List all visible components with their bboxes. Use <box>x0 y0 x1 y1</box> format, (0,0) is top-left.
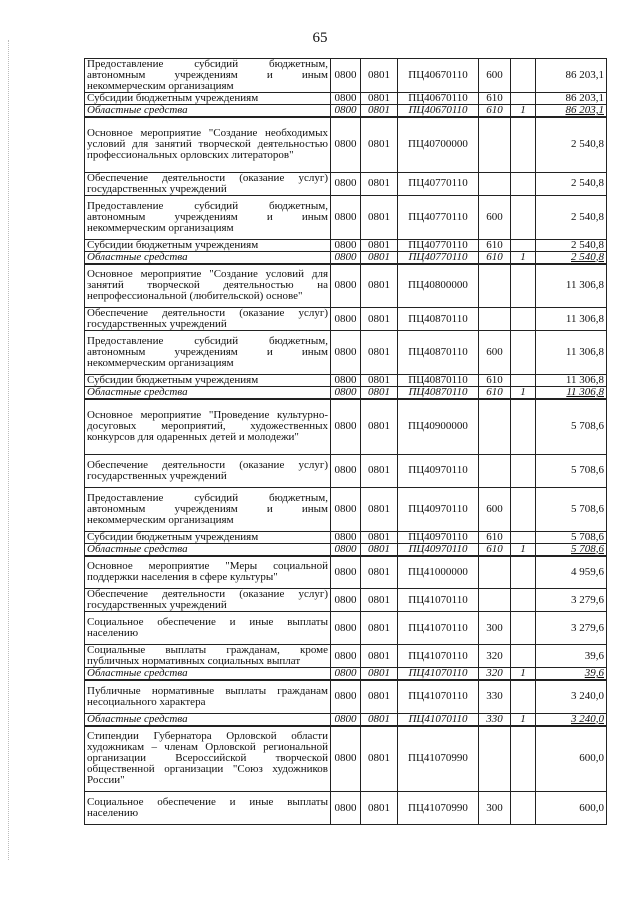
section-code-cell: 0800 <box>331 387 361 400</box>
amount-cell: 11 306,8 <box>536 308 607 331</box>
row-name-cell: Основное мероприятие "Создание необходимых условий для занятий творческой деятельностью профессиональных орловских литераторов" <box>85 117 331 172</box>
amount-cell: 2 540,8 <box>536 251 607 264</box>
funding-source-cell: 1 <box>511 713 536 726</box>
amount-cell: 2 540,8 <box>536 239 607 251</box>
amount-cell: 3 240,0 <box>536 680 607 713</box>
amount-cell: 86 203,1 <box>536 93 607 105</box>
margin-guide-line <box>8 40 9 860</box>
expense-type-cell <box>479 172 511 195</box>
target-article-cell: ПЦ41070990 <box>398 726 479 792</box>
funding-source-cell <box>511 59 536 93</box>
expense-type-cell <box>479 726 511 792</box>
expense-type-cell <box>479 264 511 308</box>
funding-source-cell <box>511 792 536 825</box>
funding-source-cell <box>511 726 536 792</box>
target-article-cell: ПЦ41070990 <box>398 792 479 825</box>
row-name-cell: Обеспечение деятельности (оказание услуг) государственных учреждений <box>85 308 331 331</box>
table-row <box>85 172 607 195</box>
funding-source-cell <box>511 487 536 531</box>
subsection-code-cell: 0801 <box>361 264 398 308</box>
amount-cell: 86 203,1 <box>536 105 607 118</box>
row-name-cell: Областные средства <box>85 543 331 556</box>
section-code-cell: 0800 <box>331 713 361 726</box>
target-article-cell: ПЦ41070110 <box>398 645 479 668</box>
target-article-cell: ПЦ40770110 <box>398 239 479 251</box>
table-row <box>85 308 607 331</box>
row-name-cell: Предоставление субсидий бюджетным, автономным учреждениям и иным некоммерческим организациям <box>85 331 331 375</box>
amount-cell: 39,6 <box>536 668 607 681</box>
amount-cell: 5 708,6 <box>536 531 607 543</box>
amount-cell: 600,0 <box>536 726 607 792</box>
amount-cell: 3 279,6 <box>536 589 607 612</box>
expense-type-cell: 610 <box>479 239 511 251</box>
funding-source-cell <box>511 375 536 387</box>
expense-type-cell: 610 <box>479 105 511 118</box>
funding-source-cell <box>511 531 536 543</box>
row-name-cell: Социальное обеспечение и иные выплаты населению <box>85 612 331 645</box>
funding-source-cell <box>511 556 536 589</box>
section-code-cell: 0800 <box>331 454 361 487</box>
funding-source-cell <box>511 454 536 487</box>
expense-type-cell: 600 <box>479 195 511 239</box>
expense-type-cell: 610 <box>479 251 511 264</box>
row-name-cell: Областные средства <box>85 105 331 118</box>
subsection-code-cell: 0801 <box>361 117 398 172</box>
row-name-cell: Социальное обеспечение и иные выплаты населению <box>85 792 331 825</box>
target-article-cell: ПЦ40770110 <box>398 172 479 195</box>
row-name-cell: Основное мероприятие "Меры социальной поддержки населения в сфере культуры" <box>85 556 331 589</box>
row-name-cell: Основное мероприятие "Проведение культурно-досуговых мероприятий, художественных конкурсов для одаренных детей и молодежи" <box>85 399 331 454</box>
table-row <box>85 105 607 118</box>
row-name-cell: Основное мероприятие "Создание условий для занятий творческой деятельностью на непрофессиональной (любительской) основе" <box>85 264 331 308</box>
target-article-cell: ПЦ40770110 <box>398 195 479 239</box>
row-name-cell: Предоставление субсидий бюджетным, автономным учреждениям и иным некоммерческим организациям <box>85 195 331 239</box>
row-name-cell: Предоставление субсидий бюджетным, автономным учреждениям и иным некоммерческим организациям <box>85 59 331 93</box>
funding-source-cell <box>511 195 536 239</box>
target-article-cell: ПЦ40870110 <box>398 308 479 331</box>
section-code-cell: 0800 <box>331 589 361 612</box>
target-article-cell: ПЦ40900000 <box>398 399 479 454</box>
section-code-cell: 0800 <box>331 531 361 543</box>
target-article-cell: ПЦ41070110 <box>398 612 479 645</box>
table-row <box>85 487 607 531</box>
target-article-cell: ПЦ41070110 <box>398 713 479 726</box>
target-article-cell: ПЦ40870110 <box>398 387 479 400</box>
subsection-code-cell: 0801 <box>361 487 398 531</box>
amount-cell: 5 708,6 <box>536 487 607 531</box>
amount-cell: 11 306,8 <box>536 375 607 387</box>
budget-table <box>84 58 607 825</box>
expense-type-cell: 600 <box>479 331 511 375</box>
funding-source-cell <box>511 589 536 612</box>
amount-cell: 4 959,6 <box>536 556 607 589</box>
section-code-cell: 0800 <box>331 264 361 308</box>
subsection-code-cell: 0801 <box>361 375 398 387</box>
table-row <box>85 726 607 792</box>
subsection-code-cell: 0801 <box>361 308 398 331</box>
amount-cell: 2 540,8 <box>536 172 607 195</box>
table-row <box>85 792 607 825</box>
table-row <box>85 387 607 400</box>
amount-cell: 3 240,0 <box>536 713 607 726</box>
table-row <box>85 454 607 487</box>
expense-type-cell: 320 <box>479 645 511 668</box>
section-code-cell: 0800 <box>331 399 361 454</box>
expense-type-cell <box>479 556 511 589</box>
section-code-cell: 0800 <box>331 59 361 93</box>
row-name-cell: Областные средства <box>85 668 331 681</box>
section-code-cell: 0800 <box>331 195 361 239</box>
section-code-cell: 0800 <box>331 645 361 668</box>
row-name-cell: Социальные выплаты гражданам, кроме публичных нормативных социальных выплат <box>85 645 331 668</box>
section-code-cell: 0800 <box>331 726 361 792</box>
amount-cell: 86 203,1 <box>536 59 607 93</box>
funding-source-cell <box>511 399 536 454</box>
funding-source-cell <box>511 93 536 105</box>
table-row <box>85 668 607 681</box>
funding-source-cell <box>511 612 536 645</box>
target-article-cell: ПЦ40970110 <box>398 487 479 531</box>
section-code-cell: 0800 <box>331 487 361 531</box>
row-name-cell: Обеспечение деятельности (оказание услуг) государственных учреждений <box>85 589 331 612</box>
row-name-cell: Публичные нормативные выплаты гражданам несоциального характера <box>85 680 331 713</box>
table-row <box>85 331 607 375</box>
section-code-cell: 0800 <box>331 251 361 264</box>
table-row <box>85 264 607 308</box>
table-row <box>85 713 607 726</box>
target-article-cell: ПЦ40870110 <box>398 375 479 387</box>
section-code-cell: 0800 <box>331 239 361 251</box>
funding-source-cell <box>511 645 536 668</box>
target-article-cell: ПЦ40800000 <box>398 264 479 308</box>
table-row <box>85 589 607 612</box>
funding-source-cell <box>511 239 536 251</box>
target-article-cell: ПЦ41000000 <box>398 556 479 589</box>
funding-source-cell: 1 <box>511 105 536 118</box>
funding-source-cell <box>511 264 536 308</box>
row-name-cell: Субсидии бюджетным учреждениям <box>85 531 331 543</box>
subsection-code-cell: 0801 <box>361 387 398 400</box>
amount-cell: 11 306,8 <box>536 387 607 400</box>
target-article-cell: ПЦ40970110 <box>398 531 479 543</box>
section-code-cell: 0800 <box>331 172 361 195</box>
row-name-cell: Областные средства <box>85 713 331 726</box>
expense-type-cell: 600 <box>479 59 511 93</box>
subsection-code-cell: 0801 <box>361 93 398 105</box>
row-name-cell: Субсидии бюджетным учреждениям <box>85 239 331 251</box>
table-row <box>85 59 607 93</box>
funding-source-cell: 1 <box>511 387 536 400</box>
table-row <box>85 251 607 264</box>
expense-type-cell <box>479 589 511 612</box>
section-code-cell: 0800 <box>331 556 361 589</box>
subsection-code-cell: 0801 <box>361 589 398 612</box>
table-row <box>85 93 607 105</box>
table-row <box>85 375 607 387</box>
target-article-cell: ПЦ40870110 <box>398 331 479 375</box>
expense-type-cell: 300 <box>479 612 511 645</box>
section-code-cell: 0800 <box>331 308 361 331</box>
funding-source-cell: 1 <box>511 668 536 681</box>
row-name-cell: Стипендии Губернатора Орловской области художникам – членам Орловской региональной организации Всероссийской творческой общественной организации "Союз художников России" <box>85 726 331 792</box>
expense-type-cell: 610 <box>479 531 511 543</box>
target-article-cell: ПЦ40670110 <box>398 105 479 118</box>
target-article-cell: ПЦ41070110 <box>398 680 479 713</box>
expense-type-cell <box>479 117 511 172</box>
subsection-code-cell: 0801 <box>361 251 398 264</box>
expense-type-cell: 610 <box>479 543 511 556</box>
amount-cell: 5 708,6 <box>536 399 607 454</box>
table-row <box>85 239 607 251</box>
funding-source-cell: 1 <box>511 543 536 556</box>
amount-cell: 39,6 <box>536 645 607 668</box>
table-row <box>85 556 607 589</box>
subsection-code-cell: 0801 <box>361 543 398 556</box>
amount-cell: 5 708,6 <box>536 543 607 556</box>
table-row <box>85 543 607 556</box>
subsection-code-cell: 0801 <box>361 726 398 792</box>
expense-type-cell <box>479 399 511 454</box>
row-name-cell: Субсидии бюджетным учреждениям <box>85 375 331 387</box>
subsection-code-cell: 0801 <box>361 454 398 487</box>
section-code-cell: 0800 <box>331 680 361 713</box>
subsection-code-cell: 0801 <box>361 612 398 645</box>
expense-type-cell <box>479 454 511 487</box>
expense-type-cell: 330 <box>479 680 511 713</box>
funding-source-cell <box>511 680 536 713</box>
subsection-code-cell: 0801 <box>361 556 398 589</box>
funding-source-cell <box>511 308 536 331</box>
table-row <box>85 195 607 239</box>
funding-source-cell <box>511 117 536 172</box>
subsection-code-cell: 0801 <box>361 239 398 251</box>
subsection-code-cell: 0801 <box>361 713 398 726</box>
row-name-cell: Областные средства <box>85 251 331 264</box>
expense-type-cell: 600 <box>479 487 511 531</box>
amount-cell: 11 306,8 <box>536 331 607 375</box>
target-article-cell: ПЦ41070110 <box>398 668 479 681</box>
target-article-cell: ПЦ40700000 <box>398 117 479 172</box>
section-code-cell: 0800 <box>331 331 361 375</box>
expense-type-cell: 320 <box>479 668 511 681</box>
subsection-code-cell: 0801 <box>361 792 398 825</box>
section-code-cell: 0800 <box>331 375 361 387</box>
subsection-code-cell: 0801 <box>361 59 398 93</box>
section-code-cell: 0800 <box>331 93 361 105</box>
subsection-code-cell: 0801 <box>361 645 398 668</box>
funding-source-cell <box>511 172 536 195</box>
section-code-cell: 0800 <box>331 543 361 556</box>
target-article-cell: ПЦ41070110 <box>398 589 479 612</box>
table-row <box>85 612 607 645</box>
amount-cell: 3 279,6 <box>536 612 607 645</box>
subsection-code-cell: 0801 <box>361 680 398 713</box>
amount-cell: 5 708,6 <box>536 454 607 487</box>
funding-source-cell <box>511 331 536 375</box>
table-row <box>85 531 607 543</box>
expense-type-cell: 610 <box>479 387 511 400</box>
amount-cell: 2 540,8 <box>536 117 607 172</box>
subsection-code-cell: 0801 <box>361 172 398 195</box>
expense-type-cell: 610 <box>479 375 511 387</box>
table-row <box>85 117 607 172</box>
row-name-cell: Обеспечение деятельности (оказание услуг) государственных учреждений <box>85 454 331 487</box>
section-code-cell: 0800 <box>331 105 361 118</box>
table-row <box>85 645 607 668</box>
amount-cell: 2 540,8 <box>536 195 607 239</box>
subsection-code-cell: 0801 <box>361 668 398 681</box>
table-row <box>85 399 607 454</box>
amount-cell: 600,0 <box>536 792 607 825</box>
row-name-cell: Предоставление субсидий бюджетным, автономным учреждениям и иным некоммерческим организациям <box>85 487 331 531</box>
section-code-cell: 0800 <box>331 117 361 172</box>
target-article-cell: ПЦ40670110 <box>398 93 479 105</box>
page-number: 65 <box>312 30 328 46</box>
table-row <box>85 680 607 713</box>
section-code-cell: 0800 <box>331 612 361 645</box>
subsection-code-cell: 0801 <box>361 105 398 118</box>
section-code-cell: 0800 <box>331 668 361 681</box>
row-name-cell: Областные средства <box>85 387 331 400</box>
target-article-cell: ПЦ40770110 <box>398 251 479 264</box>
subsection-code-cell: 0801 <box>361 195 398 239</box>
row-name-cell: Обеспечение деятельности (оказание услуг) государственных учреждений <box>85 172 331 195</box>
row-name-cell: Субсидии бюджетным учреждениям <box>85 93 331 105</box>
subsection-code-cell: 0801 <box>361 399 398 454</box>
expense-type-cell <box>479 308 511 331</box>
expense-type-cell: 610 <box>479 93 511 105</box>
subsection-code-cell: 0801 <box>361 331 398 375</box>
funding-source-cell: 1 <box>511 251 536 264</box>
subsection-code-cell: 0801 <box>361 531 398 543</box>
target-article-cell: ПЦ40670110 <box>398 59 479 93</box>
expense-type-cell: 330 <box>479 713 511 726</box>
amount-cell: 11 306,8 <box>536 264 607 308</box>
target-article-cell: ПЦ40970110 <box>398 454 479 487</box>
expense-type-cell: 300 <box>479 792 511 825</box>
target-article-cell: ПЦ40970110 <box>398 543 479 556</box>
section-code-cell: 0800 <box>331 792 361 825</box>
